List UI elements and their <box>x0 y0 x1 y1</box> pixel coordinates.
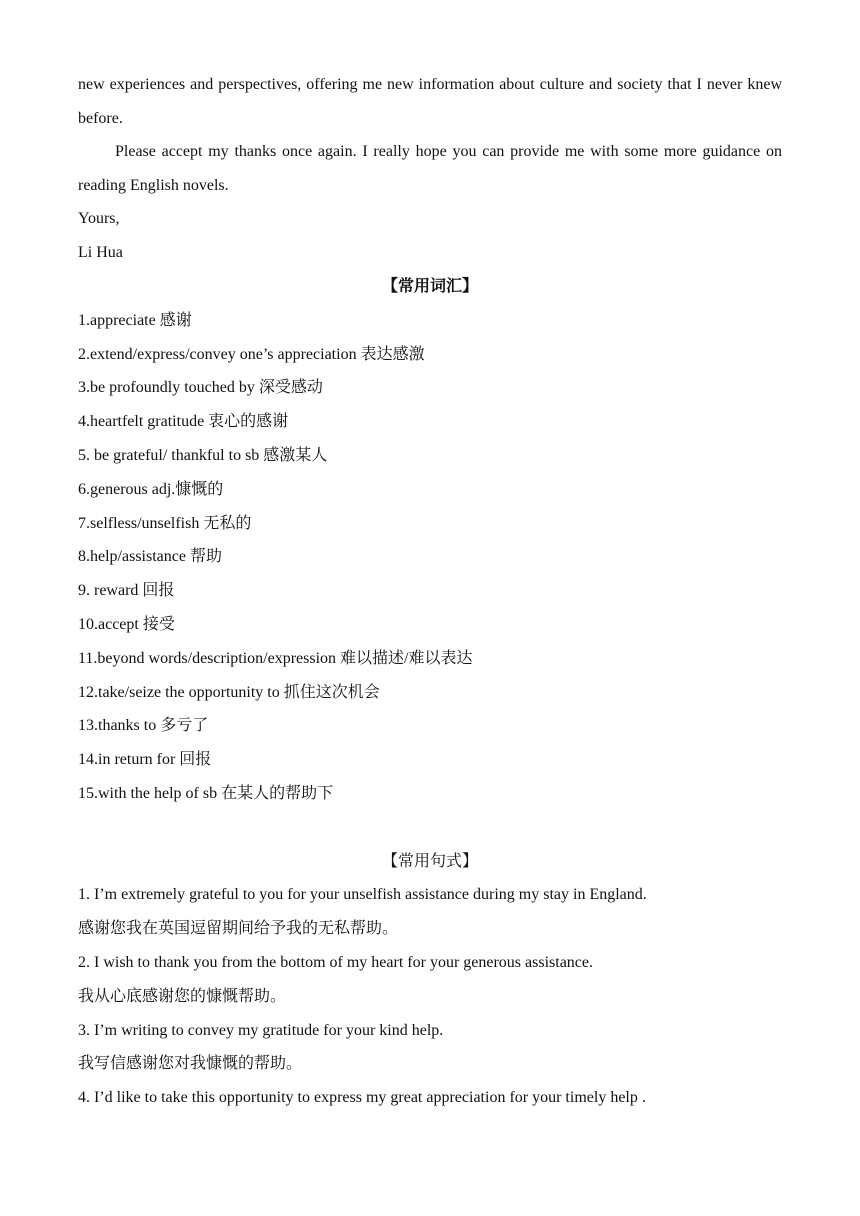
vocab-heading: 【常用词汇】 <box>381 277 478 295</box>
letter-closing: Yours, <box>78 210 120 228</box>
sentences-section <box>78 845 782 1115</box>
sentence-item: 1. I’m extremely grateful to you for your unselfish assistance during my stay in England. <box>78 886 647 904</box>
vocab-item: 13.thanks to 多亏了 <box>78 717 209 735</box>
letter-section <box>78 68 782 270</box>
letter-paragraph-2: Please accept my thanks once again. I really hope you can provide me with some more guidance on reading English novels. <box>78 143 782 194</box>
letter-signature: Li Hua <box>78 244 123 262</box>
vocab-item: 10.accept 接受 <box>78 615 175 633</box>
section-spacer <box>78 811 782 845</box>
letter-paragraph-1: new experiences and perspectives, offering me new information about culture and society that I never knew before. <box>78 76 782 127</box>
vocab-item: 12.take/seize the opportunity to 抓住这次机会 <box>78 683 380 701</box>
vocab-item: 1.appreciate 感谢 <box>78 311 192 329</box>
sentences-heading: 【常用句式】 <box>381 852 478 870</box>
vocab-item: 2.extend/express/convey one’s appreciation 表达感激 <box>78 345 425 363</box>
sentence-item: 4. I’d like to take this opportunity to express my great appreciation for your timely help . <box>78 1089 646 1107</box>
vocab-item: 5. be grateful/ thankful to sb 感激某人 <box>78 446 328 464</box>
vocab-item: 8.help/assistance 帮助 <box>78 548 222 566</box>
sentences-list <box>78 878 782 1115</box>
vocab-item: 15.with the help of sb 在某人的帮助下 <box>78 784 334 802</box>
vocab-section <box>78 270 782 811</box>
vocab-item: 6.generous adj.慷慨的 <box>78 480 224 498</box>
vocab-item: 3.be profoundly touched by 深受感动 <box>78 379 323 397</box>
vocab-list <box>78 304 782 811</box>
vocab-item: 9. reward 回报 <box>78 582 175 600</box>
sentence-translation: 我写信感谢您对我慷慨的帮助。 <box>78 1055 303 1073</box>
vocab-item: 7.selfless/unselfish 无私的 <box>78 514 252 532</box>
vocab-item: 14.in return for 回报 <box>78 751 212 769</box>
vocab-item: 4.heartfelt gratitude 衷心的感谢 <box>78 413 289 431</box>
sentence-item: 3. I’m writing to convey my gratitude for your kind help. <box>78 1021 444 1039</box>
sentence-item: 2. I wish to thank you from the bottom of my heart for your generous assistance. <box>78 953 593 971</box>
sentence-translation: 感谢您我在英国逗留期间给予我的无私帮助。 <box>78 920 399 938</box>
sentence-translation: 我从心底感谢您的慷慨帮助。 <box>78 987 287 1005</box>
vocab-item: 11.beyond words/description/expression 难以描述/难以表达 <box>78 649 473 667</box>
